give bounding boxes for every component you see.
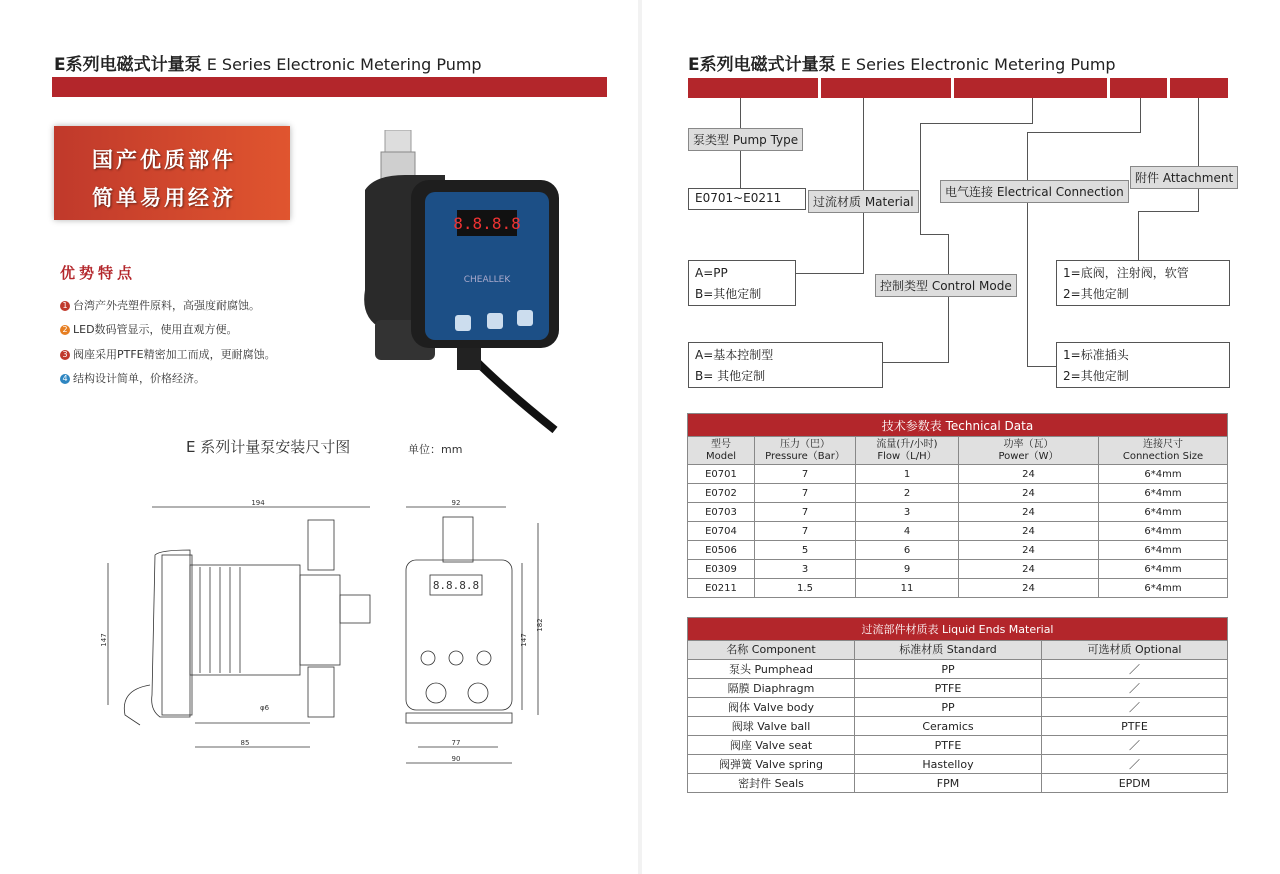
table-row: E0701 7 1 24 6*4mm	[688, 465, 1228, 484]
pump-brand: CHEALLEK	[463, 275, 511, 285]
attachment-label: 附件 Attachment	[1130, 166, 1238, 189]
advantage-item: 2 LED数码管显示，使用直观方便。	[60, 321, 238, 337]
table-row: 密封件 Seals FPM EPDM	[688, 774, 1228, 793]
code-seg-2	[821, 78, 951, 98]
number-badge: 4	[60, 374, 70, 384]
dim-90: 90	[451, 755, 461, 763]
material-table	[687, 617, 1228, 793]
col-header: 功率（瓦） Power（W）	[959, 437, 1099, 465]
svg-text:8.8.8.8: 8.8.8.8	[432, 579, 480, 592]
dim-147b: 147	[520, 633, 528, 647]
table-row: 阀弹簧 Valve spring Hastelloy ／	[688, 755, 1228, 774]
dim-phi6: φ6	[260, 704, 270, 712]
advantage-item: 1 台湾产外壳塑件原料，高强度耐腐蚀。	[60, 297, 260, 313]
left-page	[0, 0, 638, 874]
tech-table-caption: 技术参数表 Technical Data	[688, 414, 1228, 437]
table-row: E0211 1.5 11 24 6*4mm	[688, 579, 1228, 598]
code-seg-3	[954, 78, 1107, 98]
col-header: 连接尺寸 Connection Size	[1099, 437, 1228, 465]
col-header: 型号 Model	[688, 437, 755, 465]
right-title: E系列电磁式计量泵 E Series Electronic Metering Pump	[688, 55, 1116, 75]
control-label: 控制类型 Control Mode	[875, 274, 1017, 297]
side-view-drawing	[100, 495, 385, 770]
number-badge: 1	[60, 301, 70, 311]
advantage-item: 4 结构设计简单，价格经济。	[60, 370, 205, 386]
col-header: 名称 Component	[688, 641, 855, 660]
code-seg-4	[1110, 78, 1167, 98]
attachment-values: 1=底阀，注射阀，软管 2=其他定制	[1056, 260, 1230, 306]
electrical-label: 电气连接 Electrical Connection	[940, 180, 1129, 203]
code-seg-1	[688, 78, 818, 98]
pump-type-label: 泵类型 Pump Type	[688, 128, 803, 151]
number-badge: 2	[60, 325, 70, 335]
banner-line2: 简单易用经济	[92, 186, 236, 210]
table-row: E0704 7 4 24 6*4mm	[688, 522, 1228, 541]
col-header: 流量(升/小时) Flow（L/H）	[856, 437, 959, 465]
material-label: 过流材质 Material	[808, 190, 919, 213]
number-badge: 3	[60, 350, 70, 360]
advantage-item: 3 阀座采用PTFE精密加工而成，更耐腐蚀。	[60, 346, 276, 362]
dim-77: 77	[451, 739, 461, 747]
col-header: 可选材质 Optional	[1042, 641, 1228, 660]
control-values: A=基本控制型 B= 其他定制	[688, 342, 883, 388]
table-row: 阀体 Valve body PP ／	[688, 698, 1228, 717]
right-page	[642, 0, 1280, 874]
promo-banner	[54, 126, 290, 220]
title-bar	[52, 77, 607, 97]
col-header: 压力（巴） Pressure（Bar）	[755, 437, 856, 465]
left-title: E系列电磁式计量泵 E Series Electronic Metering Pump	[54, 55, 482, 75]
unit-label: 单位：mm	[408, 443, 463, 456]
drawing-title: E 系列计量泵安装尺寸图	[186, 438, 351, 456]
table-row: 阀球 Valve ball Ceramics PTFE	[688, 717, 1228, 736]
table-row: 隔膜 Diaphragm PTFE ／	[688, 679, 1228, 698]
table-row: E0703 7 3 24 6*4mm	[688, 503, 1228, 522]
display-digits: 8.8.8.8	[453, 214, 521, 233]
table-row: E0702 7 2 24 6*4mm	[688, 484, 1228, 503]
dim-147: 147	[100, 633, 108, 647]
table-row: E0309 3 9 24 6*4mm	[688, 560, 1228, 579]
code-seg-5	[1170, 78, 1228, 98]
material-table-caption: 过流部件材质表 Liquid Ends Material	[688, 618, 1228, 641]
advantages-title: 优势特点	[60, 264, 137, 282]
front-view-drawing	[398, 495, 548, 770]
electrical-values: 1=标准插头 2=其他定制	[1056, 342, 1230, 388]
dim-92: 92	[451, 499, 461, 507]
table-row: E0506 5 6 24 6*4mm	[688, 541, 1228, 560]
dim-182: 182	[536, 618, 544, 632]
table-row: 泵头 Pumphead PP ／	[688, 660, 1228, 679]
banner-line1: 国产优质部件	[92, 148, 236, 172]
table-row: 阀座 Valve seat PTFE ／	[688, 736, 1228, 755]
pump-type-value: E0701~E0211	[688, 188, 806, 210]
dim-194: 194	[251, 499, 265, 507]
dim-85: 85	[240, 739, 250, 747]
tech-data-table	[687, 413, 1228, 598]
col-header: 标准材质 Standard	[855, 641, 1042, 660]
material-values: A=PP B=其他定制	[688, 260, 796, 306]
pump-photo	[345, 130, 560, 440]
